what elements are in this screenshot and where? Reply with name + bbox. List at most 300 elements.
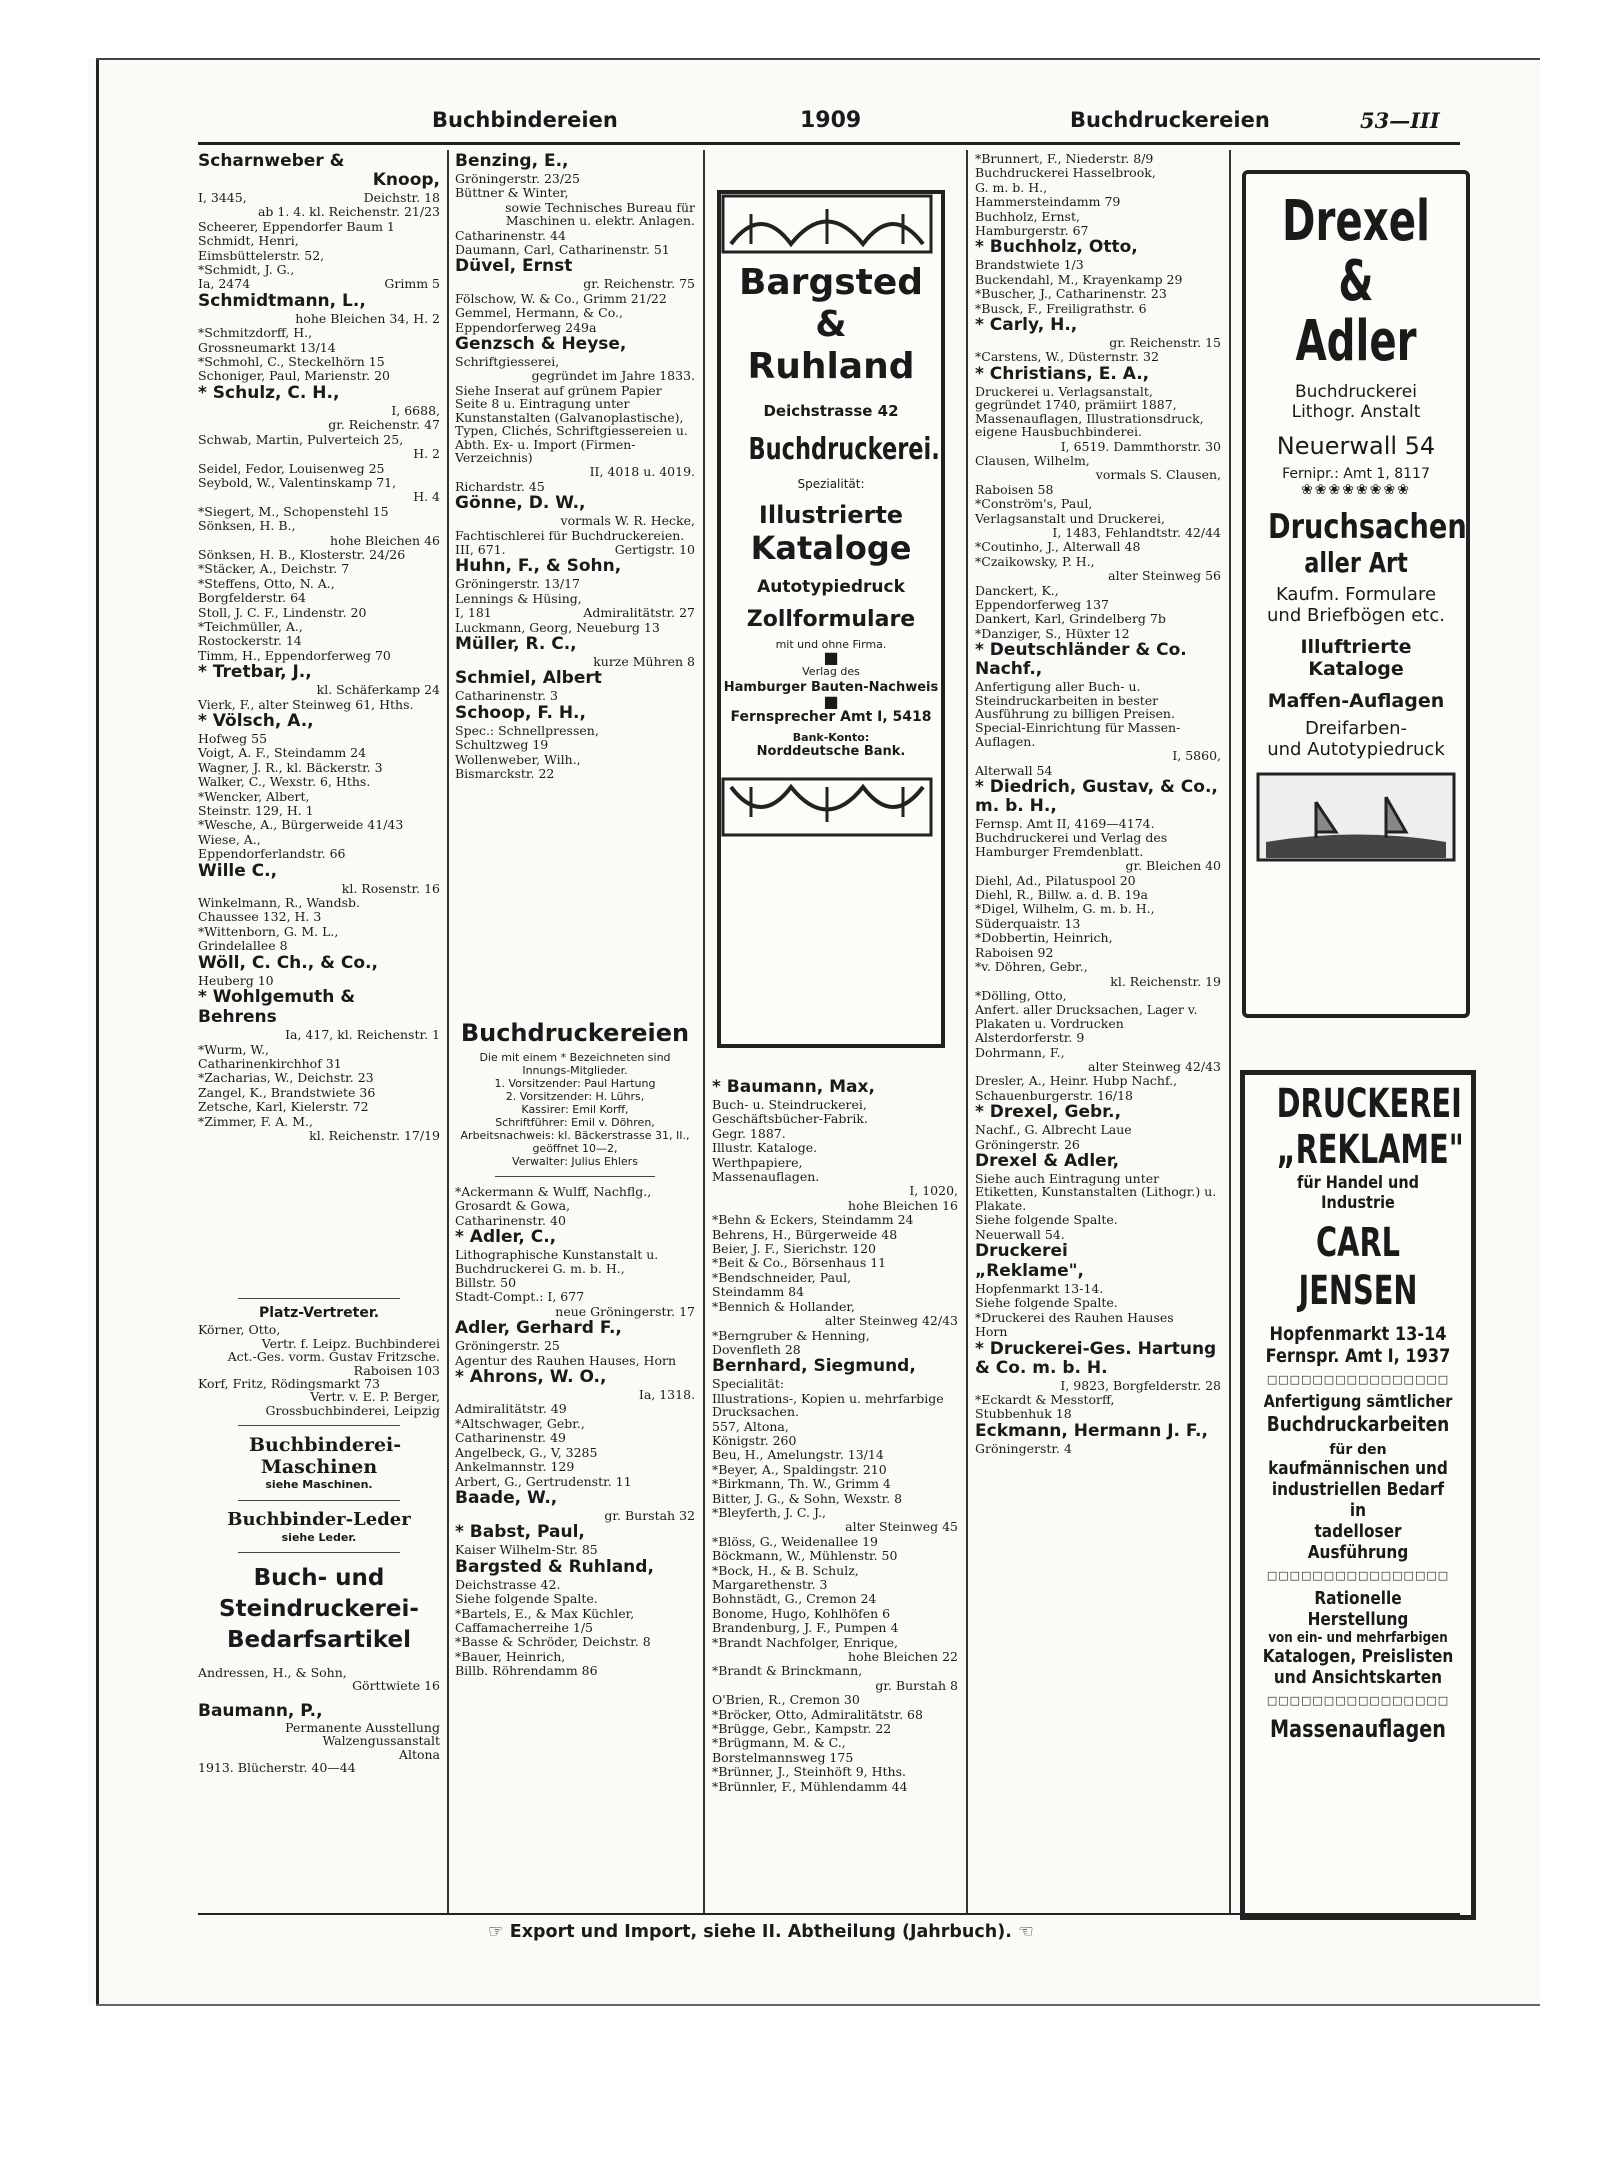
listing-line: Raboisen 58	[975, 481, 1054, 497]
listing-line: *Schmohl, C., Steckelhörn 15	[198, 354, 385, 370]
line-right: Gertigstr. 10	[614, 541, 695, 557]
listing-line: 557, Altona,	[712, 1418, 789, 1434]
firm-name: * Christians, E. A.,	[975, 363, 1150, 384]
top-edge-line	[96, 58, 1540, 60]
listing-line: Horn	[975, 1324, 1008, 1340]
ad3-carl-jensen: CARL JENSEN	[1298, 1220, 1418, 1314]
listing-line: alter Steinweg 45	[845, 1519, 958, 1535]
listing-line: H. 4	[413, 489, 440, 505]
listing-line: Stadt-Compt.: I, 677	[455, 1289, 585, 1305]
ad2-adler: & Adler	[1295, 249, 1417, 374]
see-leder: siehe Leder.	[281, 1530, 357, 1544]
listing-line: Fölschow, W. & Co., Grimm 21/22	[455, 290, 667, 306]
ad2-buchdruckerei: Buchdruckerei	[1295, 382, 1417, 402]
listing-line: *Brunnert, F., Niederstr. 8/9	[975, 151, 1154, 166]
listing-line: Massenauflagen.	[712, 1169, 820, 1185]
ad3-fuer-den: für den	[1329, 1442, 1387, 1458]
listing-line: Borstelmannsweg 175	[712, 1749, 854, 1765]
listing-line: Catharinenstr. 40	[455, 1212, 566, 1228]
line-left: Ia, 2474	[198, 276, 251, 292]
listing-line: I, 9823, Borgfelderstr. 28	[1060, 1377, 1221, 1393]
firm-name: Müller, R. C.,	[455, 633, 577, 654]
ad1-telephone: Fernsprecher Amt I, 5418	[730, 709, 932, 725]
listing-line: *Steffens, Otto, N. A.,	[198, 575, 335, 591]
left-margin-rule	[96, 58, 99, 2005]
listing-line: Brandenburg, J. F., Pumpen 4	[712, 1620, 899, 1636]
listing-line: Schultzweg 19	[455, 737, 549, 753]
ad3-ornament-row: □□□□□□□□□□□□□□□□	[1266, 1373, 1450, 1386]
ad3-buchdruckarbeiten: Buchdruckarbeiten	[1266, 1412, 1450, 1436]
line-right: Admiralitätstr. 27	[583, 605, 695, 621]
listing-line: alter Steinweg 42/43	[825, 1313, 958, 1329]
ad1-address: Deichstrasse 42	[763, 402, 899, 420]
listing-line: Steinstr. 129, H. 1	[198, 803, 314, 819]
firm-name: * Völsch, A.,	[198, 711, 314, 731]
listing-line: Siehe folgende Spalte.	[975, 1295, 1118, 1311]
listing-line: Danckert, K.,	[975, 582, 1059, 598]
listing-line: Körner, Otto,	[198, 1322, 281, 1338]
listing-line: Brandstwiete 1/3	[975, 257, 1084, 273]
separator	[238, 1552, 400, 1553]
listing-line: Dohrmann, F.,	[975, 1044, 1065, 1060]
listing-line: *Dobbertin, Heinrich,	[975, 930, 1113, 946]
ad3-anfertigung: Anfertigung sämtlicher	[1263, 1392, 1453, 1412]
listing-line: Heuberg 10	[198, 972, 274, 988]
listing-line: kl. Rosenstr. 16	[341, 880, 440, 896]
line-right: Deichstr. 18	[363, 190, 440, 205]
column-rule-3	[966, 150, 968, 1915]
listing-line: Gröningerstr. 26	[975, 1136, 1080, 1152]
listing-line: Werthpapiere,	[712, 1154, 803, 1170]
ad2-dreifarben: Dreifarben-	[1304, 718, 1408, 739]
header-year: 1909	[800, 108, 862, 133]
firm-name: * Tretbar, J.,	[198, 662, 312, 683]
firm-name: * Diedrich, Gustav, & Co., m. b. H.,	[975, 777, 1218, 817]
listing-line: Gröningerstr. 4	[975, 1440, 1072, 1456]
firm-name: * Drexel, Gebr.,	[975, 1102, 1122, 1123]
listing-line: *Birkmann, Th. W., Grimm 4	[712, 1476, 891, 1492]
listing-line: Borgfelderstr. 64	[198, 590, 306, 606]
listing-line: Scheerer, Eppendorfer Baum 1	[198, 218, 395, 234]
listing-line: Schriftgiesserei,	[455, 354, 560, 370]
listing-line: O'Brien, R., Cremon 30	[712, 1692, 860, 1708]
listing-line: Special-Einrichtung für Massen-Auflagen.	[975, 720, 1181, 749]
firm-name: Düvel, Ernst	[455, 256, 573, 277]
listing-line: Siehe Inserat auf grünem Papier Seite 8 u. Eintragung unter Kunstanstalten (Galvanoplastische), Typen, Clichés, Schriftgiessereien u. Abth. Ex- u. Import (Firmen-Verzeichnis)	[455, 382, 688, 465]
listing-line: gr. Bleichen 40	[1125, 858, 1221, 874]
listing-line: Caffamacherreihe 1/5	[455, 1619, 593, 1635]
listing-line: Siehe auch Eintragung unter Etiketten, Kunstanstalten (Lithogr.) u. Plakate.	[975, 1170, 1217, 1213]
listing-line: Wiese, A.,	[198, 831, 261, 847]
listing-line: Voigt, A. F., Steindamm 24	[198, 745, 367, 761]
listing-line: Angelbeck, G., V, 3285	[455, 1444, 598, 1460]
art-nouveau-ornament	[721, 194, 933, 254]
ad2-formulare: Kaufm. Formulare	[1275, 584, 1437, 605]
listing-line: Hamburgerstr. 67	[975, 223, 1089, 239]
listing-line: Dresler, A., Heinr. Hubp Nachf.,	[975, 1073, 1178, 1089]
firm-name: * Deutschländer & Co. Nachf.,	[975, 640, 1187, 680]
listing-line: Sönksen, H. B., Klosterstr. 24/26	[198, 546, 406, 562]
firm-name: Benzing, E.,	[455, 151, 569, 171]
listing-line	[198, 191, 440, 204]
ad1-bank-label: Bank-Konto:	[792, 731, 870, 744]
listing-line: *Siegert, M., Schopenstehl 15	[198, 503, 389, 519]
listing-line: Andressen, H., & Sohn,	[198, 1665, 347, 1681]
listing-line: *Wurm, W.,	[198, 1041, 270, 1057]
ad3-ornament-row: □□□□□□□□□□□□□□□□	[1266, 1694, 1450, 1707]
listing-line: Fachtischlerei für Buchdruckereien.	[455, 527, 685, 543]
listing-line: Neuerwall 54.	[975, 1226, 1065, 1242]
listing-line: Die mit einem * Bezeichneten sind Innungs-Mitglieder.	[479, 1051, 671, 1077]
listing-line: Bonome, Hugo, Kohlhöfen 6	[712, 1605, 891, 1621]
listing-line: *Digel, Wilhelm, G. m. b. H.,	[975, 901, 1155, 917]
ad2-kataloge: Kataloge	[1308, 658, 1404, 680]
listing-line: *Danziger, S., Hüxter 12	[975, 625, 1130, 641]
listing-line: Margarethenstr. 3	[712, 1577, 828, 1592]
ad1-name-1: Bargsted &	[738, 262, 924, 345]
ad1-zollformulare: Zollformulare	[746, 607, 916, 632]
listing-line: Catharinenstr. 49	[455, 1430, 566, 1446]
footer-rule	[198, 1913, 1460, 1915]
listing-line: Walzengussanstalt	[322, 1733, 440, 1749]
ad1-kind: Buchdruckerei.	[748, 432, 940, 467]
listing-line: Seidel, Fedor, Louisenweg 25	[198, 460, 385, 476]
firm-name: * Babst, Paul,	[455, 1522, 585, 1543]
listing-line: Schmidt, Henri,	[198, 233, 299, 249]
listing-line: kl. Schäferkamp 24	[316, 682, 440, 698]
listing-line: Süderquaistr. 13	[975, 915, 1081, 931]
listing-line: Behrens, H., Bürgerweide 48	[712, 1226, 898, 1242]
listing-line: Arbert, G., Gertrudenstr. 11	[455, 1473, 632, 1489]
bedarfsartikel-title: Buch- und Steindruckerei-Bedarfsartikel	[219, 1565, 419, 1654]
listing-line: Winkelmann, R., Wandsb.	[198, 895, 360, 911]
listing-line: Bitter, J. G., & Sohn, Wexstr. 8	[712, 1490, 903, 1506]
ad3-handel-industrie: für Handel und Industrie	[1297, 1173, 1419, 1213]
column-1-lower	[198, 1290, 440, 1775]
ad1-kataloge: Kataloge	[750, 529, 912, 567]
separator	[495, 1176, 655, 1177]
listing-line: gr. Reichenstr. 75	[583, 276, 695, 292]
listing-line: hohe Bleichen 46	[330, 532, 440, 548]
listing-line: Zangel, K., Brandstwiete 36	[198, 1084, 376, 1100]
listing-line: I, 6519. Dammthorstr. 30	[1060, 438, 1221, 454]
ad3-ornament-row: □□□□□□□□□□□□□□□□	[1266, 1569, 1450, 1582]
firm-name: Huhn, F., & Sohn,	[455, 556, 622, 577]
listing-line: *Bartels, E., & Max Küchler,	[455, 1605, 635, 1621]
listing-line: Siehe folgende Spalte.	[455, 1591, 598, 1607]
firm-name: Baade, W.,	[455, 1487, 558, 1508]
listing-line: *Brandt & Brinckmann,	[712, 1663, 863, 1679]
listing-line: Anfert. aller Drucksachen, Lager v. Plakaten u. Vordrucken	[975, 1002, 1198, 1031]
line-left: I, 181	[455, 605, 492, 621]
firm-name-line: Knoop,	[372, 170, 440, 190]
ad3-ansichtskarten: und Ansichtskarten	[1273, 1667, 1443, 1688]
listing-line: Beier, J. F., Sierichstr. 120	[712, 1241, 876, 1257]
listing-line: Alterwall 54	[975, 762, 1053, 778]
separator	[238, 1298, 400, 1299]
bottom-edge-line	[96, 2004, 1540, 2006]
listing-line: *Bauer, Heinrich,	[455, 1648, 566, 1664]
listing-line: Eimsbüttelerstr. 52,	[198, 247, 325, 263]
listing-line: Act.-Ges. vorm. Gustav Fritzsche.	[227, 1349, 440, 1365]
listing-line: Diehl, Ad., Pilatuspool 20	[975, 872, 1136, 888]
column-4-listing	[975, 152, 1221, 1456]
listing-line: Gemmel, Hermann, & Co.,	[455, 305, 623, 321]
listing-line: neue Gröningerstr. 17	[555, 1303, 695, 1319]
firm-name: „Reklame",	[975, 1261, 1084, 1281]
column-1-listing	[198, 152, 440, 1143]
firm-name: Schmidtmann, L.,	[198, 290, 366, 311]
listing-line: Kassirer: Emil Korff,	[521, 1103, 629, 1116]
listing-line: *Basse & Schröder, Deichstr. 8	[455, 1634, 651, 1650]
art-nouveau-ornament	[721, 777, 933, 837]
listing-line: Grosardt & Gowa,	[455, 1198, 571, 1214]
listing-line: Walker, C., Wexstr. 6, Hths.	[198, 774, 371, 790]
listing-line: *Czaikowsky, P. H.,	[975, 553, 1095, 569]
ad1-square-ornament: ■	[823, 692, 839, 711]
listing-line: Buckendahl, M., Krayenkamp 29	[975, 271, 1183, 287]
column-2-buchdruckereien	[455, 1015, 695, 1679]
ad1-firma-note: mit und ohne Firma.	[775, 638, 887, 651]
listing-line: gr. Reichenstr. 15	[1109, 335, 1221, 351]
listing-line: Billstr. 50	[455, 1275, 517, 1291]
listing-line: *Wesche, A., Bürgerweide 41/43	[198, 817, 404, 833]
listing-line: Ia, 417, kl. Reichenstr. 1	[285, 1027, 440, 1043]
firm-name: Behrens	[198, 1007, 277, 1028]
listing-line: Böckmann, W., Mühlenstr. 50	[712, 1548, 898, 1564]
listing-line: *Beyer, A., Spaldingstr. 210	[712, 1461, 887, 1477]
listing-line: Kaiser Wilhelm-Str. 85	[455, 1542, 598, 1558]
listing-line: Catharinenstr. 3	[455, 688, 558, 704]
listing-line	[455, 606, 695, 619]
listing-line: Zetsche, Karl, Kielerstr. 72	[198, 1099, 369, 1115]
ad3-tadellos: tadelloser Ausführung	[1307, 1521, 1409, 1563]
ad1-spec-label: Spezialität:	[797, 477, 865, 491]
firm-name: * Druckerei-Ges. Hartung & Co. m. b. H.	[975, 1338, 1217, 1378]
column-rule-2	[703, 150, 705, 1915]
listing-line: I, 1020,	[909, 1183, 958, 1199]
listing-line: Grossneumarkt 13/14	[198, 339, 336, 355]
listing-line: *Brügge, Gebr., Kampstr. 22	[712, 1721, 892, 1737]
ad3-address: Hopfenmarkt 13-14	[1269, 1323, 1447, 1345]
listing-line: Illustrations-, Kopien u. mehrfarbige Drucksachen.	[712, 1390, 944, 1420]
column-rule-1	[447, 150, 449, 1915]
ad3-industriell: industriellen Bedarf in	[1271, 1479, 1445, 1521]
listing-line: Lennings & Hüsing,	[455, 590, 582, 606]
listing-line: Siehe folgende Spalte.	[975, 1212, 1118, 1228]
platz-vertreter-list	[198, 1323, 440, 1417]
listing-line: Timm, H., Eppendorferweg 70	[198, 647, 391, 663]
firm-name: * Buchholz, Otto,	[975, 237, 1138, 258]
listing-line: Hammersteindamm 79	[975, 194, 1121, 210]
listing-line: G. m. b. H.,	[975, 179, 1048, 195]
listing-line: *Brügmann, M. & C.,	[712, 1735, 846, 1751]
listing-line: kl. Reichenstr. 19	[1110, 973, 1221, 989]
ad3-phone: Fernspr. Amt I, 1937	[1265, 1345, 1451, 1367]
firm-name: Genzsch & Heyse,	[455, 334, 627, 355]
listing-line: sowie Technisches Bureau für Maschinen u. elektr. Anlagen.	[505, 199, 695, 229]
listing-line: 2. Vorsitzender: H. Lührs,	[505, 1090, 645, 1103]
listing-line: Eppendorferlandstr. 66	[198, 846, 346, 862]
ad3-rationelle: Rationelle Herstellung	[1307, 1588, 1409, 1630]
listing-line: kurze Mühren 8	[593, 653, 695, 669]
innung-info	[455, 1051, 695, 1168]
listing-line: Gröningerstr. 25	[455, 1338, 560, 1354]
line-left: III, 671.	[455, 541, 506, 557]
ad2-autotypie: und Autotypiedruck	[1267, 739, 1445, 760]
firm-name	[198, 152, 440, 190]
listing-line: Rostockerstr. 14	[198, 633, 302, 649]
firm-name: Schoop, F. H.,	[455, 702, 586, 723]
ad1-square-ornament: ■	[823, 648, 839, 667]
listing-line: *Wencker, Albert,	[198, 788, 310, 804]
listing-line: Bohnstädt, G., Cremon 24	[712, 1591, 877, 1607]
listing-line: *Coutinho, J., Alterwall 48	[975, 539, 1141, 555]
listing-line: Büttner & Winter,	[455, 185, 569, 201]
listing-line: Gegr. 1887.	[712, 1125, 786, 1141]
listing-line: Buch- u. Steindruckerei,	[712, 1097, 867, 1112]
listing-line: alter Steinweg 56	[1108, 568, 1221, 584]
header-rule	[198, 142, 1460, 145]
listing-line: hohe Bleichen 34, H. 2	[295, 310, 440, 326]
ad3-druckerei: DRUCKEREI	[1276, 1081, 1462, 1127]
listing-line: *Bröcker, Otto, Admiralitätstr. 68	[712, 1706, 923, 1722]
listing-line: Richardstr. 45	[455, 478, 545, 494]
listing-line: *Buscher, J., Catharinenstr. 23	[975, 286, 1167, 302]
listing-line: Verwalter: Julius Ehlers	[512, 1155, 638, 1168]
ad2-address: Neuerwall 54	[1276, 432, 1436, 460]
firm-name: * Ahrons, W. O.,	[455, 1367, 607, 1388]
listing-line: Görttwiete 16	[352, 1678, 440, 1694]
listing-line: Diehl, R., Billw. a. d. B. 19a	[975, 887, 1148, 903]
listing-line: Buchdruckerei und Verlag des Hamburger Fremdenblatt.	[975, 830, 1168, 859]
listing-line: Lithographische Kunstanstalt u. Buchdruckerei G. m. b. H.,	[455, 1247, 659, 1276]
ad2-briefbogen: und Briefbögen etc.	[1267, 605, 1445, 626]
listing-line: *Altschwager, Gebr.,	[455, 1415, 585, 1431]
listing-line: Fernsp. Amt II, 4169—4174.	[975, 816, 1155, 832]
ad3-farbig: von ein- und mehrfarbigen	[1268, 1630, 1448, 1646]
listing-line: Königstr. 260	[712, 1432, 797, 1448]
listing-line: II, 4018 u. 4019.	[589, 464, 695, 480]
firm-name: * Carly, H.,	[975, 315, 1078, 336]
listing-line: *Bleyferth, J. C. J.,	[712, 1504, 826, 1520]
listing-line: Wagner, J. R., kl. Bäckerstr. 3	[198, 759, 383, 775]
firm-name: Drexel & Adler,	[975, 1150, 1120, 1171]
listing-line: Gröningerstr. 13/17	[455, 576, 580, 592]
listing-line: Eppendorferweg 137	[975, 596, 1110, 612]
listing-line: *Bendschneider, Paul,	[712, 1269, 852, 1285]
buchdruckereien-title: Buchdruckereien	[460, 1019, 690, 1047]
listing-line	[198, 277, 440, 290]
header-left: Buchbindereien	[432, 108, 618, 132]
ad1-verlag: Verlag des	[802, 665, 860, 678]
listing-line: Ankelmannstr. 129	[455, 1459, 575, 1475]
listing-line: Stubbenhuk 18	[975, 1406, 1072, 1422]
listing-line: Anfertigung aller Buch- u. Steindruckarbeiten in bester Ausführung zu billigen Preisen.	[975, 679, 1175, 721]
listing-line: Baumann, P.,	[198, 1700, 323, 1721]
listing-line: *Behn & Eckers, Steindamm 24	[712, 1212, 914, 1228]
bargsted-ruhland-advertisement	[717, 190, 945, 1048]
platz-vertreter-title: Platz-Vertreter.	[258, 1305, 380, 1321]
listing-line: *Conström's, Paul,	[975, 496, 1093, 512]
listing-line: gr. Burstah 32	[604, 1507, 695, 1523]
header-right-section: Buchdruckereien	[1070, 108, 1270, 132]
ad2-illustrierte: Illuftrierte	[1300, 636, 1412, 658]
firm-name: Druckerei	[975, 1241, 1068, 1261]
ad2-massenauflagen: Maffen-Auflagen	[1267, 690, 1445, 712]
listing-line: Schoniger, Paul, Marienstr. 20	[198, 368, 390, 384]
listing-line: ab 1. 4. kl. Reichenstr. 21/23	[257, 204, 440, 220]
listing-line: *Schmitzdorff, H.,	[198, 325, 313, 341]
ad2-aller-art: aller Art	[1304, 546, 1408, 579]
harbor-scene-illustration	[1256, 772, 1456, 862]
listing-line: *Beit & Co., Börsenhaus 11	[712, 1255, 887, 1271]
separator	[238, 1500, 400, 1501]
listing-line: Sönksen, H. B.,	[198, 518, 296, 534]
firm-name: Eckmann, Hermann J. F.,	[975, 1420, 1208, 1441]
listing-line: I, 1483, Fehlandtstr. 42/44	[1052, 524, 1221, 540]
firm-name: * Adler, C.,	[455, 1227, 557, 1248]
listing-line: Billb. Röhrendamm 86	[455, 1663, 598, 1679]
listing-line: Raboisen 92	[975, 944, 1054, 960]
listing-line: *Bock, H., & B. Schulz,	[712, 1562, 859, 1578]
ad2-drexel: Drexel	[1282, 189, 1430, 254]
firm-name: Schmiel, Albert	[455, 668, 602, 689]
listing-line: Illustr. Kataloge.	[712, 1140, 818, 1156]
ad3-massenauflagen: Massenauflagen	[1270, 1715, 1446, 1743]
listing-line: *Brandt Nachfolger, Enrique,	[712, 1634, 899, 1650]
listing-line: Grossbuchbinderei, Leipzig	[265, 1402, 440, 1418]
listing-line: Gröningerstr. 23/25	[455, 171, 580, 186]
listing-line: Hofweg 55	[198, 731, 268, 746]
listing-line: *Eckardt & Messtorff,	[975, 1392, 1115, 1408]
listing-line: vormals W. R. Hecke,	[560, 513, 695, 529]
ad1-illustrierte: Illustrierte	[758, 501, 904, 529]
firm-name: Gönne, D. W.,	[455, 493, 586, 514]
listing-line: hohe Bleichen 16	[848, 1197, 958, 1213]
line-right: Grimm 5	[384, 276, 440, 292]
separator	[238, 1425, 400, 1426]
listing-line: *Wittenborn, G. M. L.,	[198, 923, 339, 939]
listing-line: I, 5860,	[1172, 748, 1221, 764]
listing-line: Schriftführer: Emil v. Döhren,	[495, 1116, 655, 1129]
firm-name: * Baumann, Max,	[712, 1077, 875, 1097]
listing-line: Daumann, Carl, Catharinenstr. 51	[455, 242, 670, 258]
ad2-ornament: ❀❀❀❀❀❀❀❀	[1301, 482, 1411, 498]
listing-line: Alsterdorferstr. 9	[975, 1030, 1085, 1046]
buchdruckereien-entries	[455, 1185, 695, 1678]
ad2-lithogr: Lithogr. Anstalt	[1291, 402, 1421, 422]
see-maschinen: siehe Maschinen.	[265, 1478, 373, 1492]
listing-line: Vertr. f. Leipz. Buchbinderei	[261, 1335, 440, 1351]
firm-name: Bargsted & Ruhland,	[455, 1556, 654, 1577]
listing-line: 1913. Blücherstr. 40—44	[198, 1760, 356, 1776]
listing-line: Seybold, W., Valentinskamp 71,	[198, 474, 397, 490]
listing-line: *v. Döhren, Gebr.,	[975, 959, 1088, 975]
listing-line: Dovenfleth 28	[712, 1341, 801, 1357]
ad1-name-2: Ruhland	[747, 346, 915, 387]
listing-line: alter Steinweg 42/43	[1088, 1058, 1221, 1074]
listing-line: Hopfenmarkt 13-14.	[975, 1281, 1104, 1296]
listing-line: Altona	[398, 1746, 440, 1762]
firm-name-line: Scharnweber &	[198, 151, 345, 171]
listing-line: Geschäftsbücher-Fabrik.	[712, 1111, 868, 1127]
listing-line: Buchholz, Ernst,	[975, 208, 1080, 224]
firm-name: * Schulz, C. H.,	[198, 382, 340, 403]
footer-text: Export und Import, siehe II. Abtheilung (Jahrbuch).	[509, 1922, 1012, 1942]
listing-line: *Zacharias, W., Deichstr. 23	[198, 1070, 374, 1086]
listing-line: vormals S. Clausen,	[1095, 467, 1221, 483]
